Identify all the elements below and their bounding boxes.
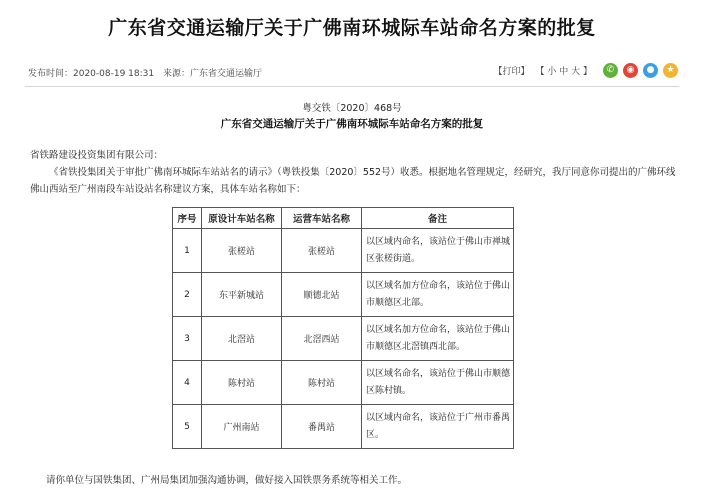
qq-icon[interactable]: ● <box>643 63 658 78</box>
header-operating-name: 运营车站名称 <box>282 208 362 229</box>
cell-note: 以区域名加方位命名，该站位于佛山市顺德区北部。 <box>362 273 514 317</box>
cell-seq: 2 <box>173 273 202 317</box>
header-note: 备注 <box>362 208 514 229</box>
font-size-controls[interactable]: 【 小 中 大 】 <box>535 67 592 77</box>
table-row <box>173 273 514 317</box>
cell-seq: 5 <box>173 405 202 449</box>
cell-operating-name: 张槎站 <box>282 229 362 273</box>
station-name-table <box>172 207 514 449</box>
cell-design-name: 东平新城站 <box>202 273 282 317</box>
table-row <box>173 405 514 449</box>
cell-seq: 4 <box>173 361 202 405</box>
table-row <box>173 317 514 361</box>
cell-note: 以区域名加方位命名，该站位于佛山市顺德区北滘镇西北部。 <box>362 317 514 361</box>
cell-operating-name: 番禺站 <box>282 405 362 449</box>
cell-seq: 1 <box>173 229 202 273</box>
cell-operating-name: 陈村站 <box>282 361 362 405</box>
meta-bar <box>28 63 678 81</box>
source-label: 来源：广东省交通运输厅 <box>162 69 262 79</box>
table-header-row <box>173 208 514 229</box>
meta-info <box>28 66 268 79</box>
cell-design-name: 张槎站 <box>202 229 282 273</box>
cell-seq: 3 <box>173 317 202 361</box>
publish-time: 发布时间：2020-08-19 18:31 <box>28 69 155 79</box>
cell-operating-name: 顺德北站 <box>282 273 362 317</box>
table-row <box>173 229 514 273</box>
wechat-icon[interactable]: ✆ <box>603 63 618 78</box>
meta-actions <box>494 63 678 78</box>
cell-note: 以区域内命名，该站位于佛山市禅城区张槎街道。 <box>362 229 514 273</box>
cell-design-name: 北滘站 <box>202 317 282 361</box>
recipient: 省铁路建设投资集团有限公司： <box>30 150 164 161</box>
print-link[interactable]: 【打印】 <box>493 67 530 77</box>
closing-paragraph: 请你单位与国铁集团、广州局集团加强沟通协调，做好接入国铁票务系统等相关工作。 <box>46 475 408 486</box>
cell-note: 以区域内命名，该站位于广州市番禺区。 <box>362 405 514 449</box>
header-design-name: 原设计车站名称 <box>202 208 282 229</box>
weibo-icon[interactable]: ◉ <box>623 63 638 78</box>
header-seq: 序号 <box>173 208 202 229</box>
page-title: 广东省交通运输厅关于广佛南环城际车站命名方案的批复 <box>108 17 596 39</box>
cell-design-name: 广州南站 <box>202 405 282 449</box>
doc-subtitle: 广东省交通运输厅关于广佛南环城际车站命名方案的批复 <box>220 118 484 130</box>
table-row <box>173 361 514 405</box>
cell-design-name: 陈村站 <box>202 361 282 405</box>
qzone-icon[interactable]: ★ <box>663 63 678 78</box>
header-divider <box>25 86 679 87</box>
cell-operating-name: 北滘西站 <box>282 317 362 361</box>
cell-note: 以区域名命名，该站位于佛山市顺德区陈村镇。 <box>362 361 514 405</box>
body-paragraph: 《省铁投集团关于审批广佛南环城际车站站名的请示》（粤铁投集〔2020〕552号）收悉。根据地名管理规定，经研究，我厅同意你司提出的广佛环线佛山西站至广州南段车站设站名称建议方案，具体车站名称如下： <box>30 167 676 195</box>
doc-number: 粤交铁〔2020〕468号 <box>302 103 402 114</box>
